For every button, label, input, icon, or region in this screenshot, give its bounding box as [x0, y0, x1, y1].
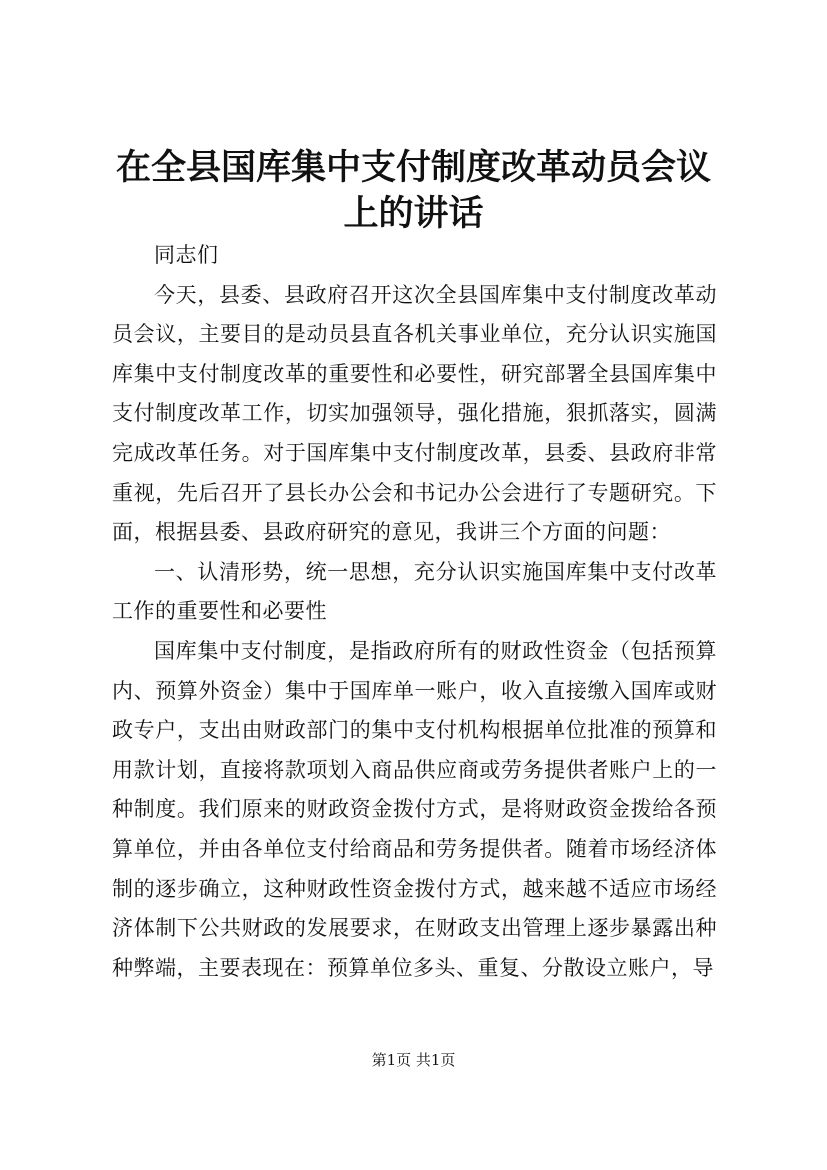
- paragraph-intro: 今天，县委、县政府召开这次全县国库集中支付制度改革动员会议，主要目的是动员县直各机关事业单位，充分认识实施国库集中支付制度改革的重要性和必要性，研究部署全县国库集中支付制度改革工作，切实加强领导，强化措施，狠抓落实，圆满完成改革任务。对于国库集中支付制度改革，县委、县政府非常重视，先后召开了县长办公会和书记办公会进行了专题研究。下面，根据县委、县政府研究的意见，我讲三个方面的问题：: [112, 282, 717, 545]
- section-heading-1: 一、认清形势，统一思想，充分认识实施国库集中支付改革工作的重要性和必要性: [112, 559, 717, 624]
- paragraph-definition: 国库集中支付制度，是指政府所有的财政性资金（包括预算内、预算外资金）集中于国库单一账户，收入直接缴入国库或财政专户，支出由财政部门的集中支付机构根据单位批准的预算和用款计划，直接将款项划入商品供应商或劳务提供者账户上的一种制度。我们原来的财政资金拨付方式，是将财政资金拨给各预算单位，并由各单位支付给商品和劳务提供者。随着市场经济体制的逐步确立，这种财政性资金拨付方式，越来越不适应市场经济体制下公共财政的发展要求，在财政支出管理上逐步暴露出种种弊端，主要表现在：预算单位多头、重复、分散设立账户，导: [112, 638, 717, 980]
- document-body: [112, 236, 717, 988]
- salutation: 同志们: [154, 243, 219, 267]
- document-title: 在全县国库集中支付制度改革动员会议上的讲话: [115, 147, 711, 234]
- page-number: 第1页 共1页: [371, 1051, 456, 1069]
